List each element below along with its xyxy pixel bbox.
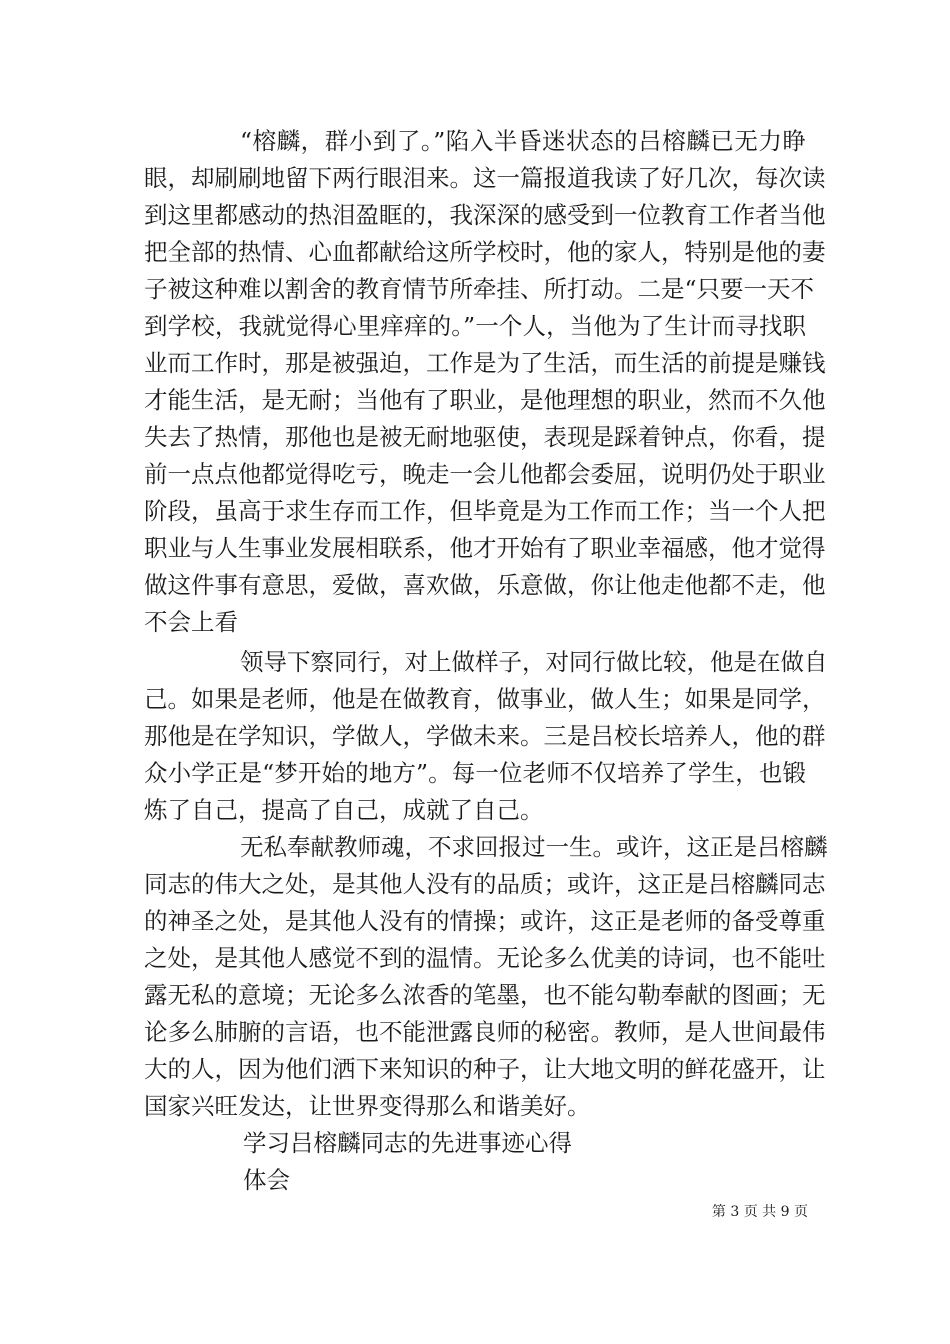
paragraph-line: 那他是在学知识，学做人，学做未来。三是吕校长培养人，他的群: [144, 722, 826, 750]
paragraph-line: 前一点点他都觉得吃亏，晚走一会儿他都会委屈，说明仍处于职业: [144, 460, 826, 488]
paragraph-line: 领导下察同行，对上做样子，对同行做比较，他是在做自: [240, 648, 828, 676]
paragraph-line: 业而工作时，那是被强迫，工作是为了生活，而生活的前提是赚钱: [144, 349, 826, 377]
paragraph-line: 眼，却刷刷地留下两行眼泪来。这一篇报道我读了好几次，每次读: [144, 164, 826, 192]
paragraph-line: 炼了自己，提高了自己，成就了自己。: [144, 796, 544, 824]
paragraph-line: 子被这种难以割舍的教育情节所牵挂、所打动。二是“只要一天不: [144, 275, 815, 303]
paragraph-line: 不会上看: [144, 608, 238, 636]
paragraph-line: 才能生活，是无耐；当他有了职业，是他理想的职业，然而不久他: [144, 386, 826, 414]
paragraph-line: 做这件事有意思，爱做，喜欢做，乐意做，你让他走他都不走，他: [144, 571, 826, 599]
paragraph-line: 之处，是其他人感觉不到的温情。无论多么优美的诗词，也不能吐: [144, 944, 826, 972]
paragraph-line: 己。如果是老师，他是在做教育，做事业，做人生；如果是同学，: [144, 685, 826, 713]
paragraph-line: 阶段，虽高于求生存而工作，但毕竟是为工作而工作；当一个人把: [144, 497, 826, 525]
paragraph-line: 大的人，因为他们洒下来知识的种子，让大地文明的鲜花盛开，让: [144, 1055, 826, 1083]
paragraph-line: 同志的伟大之处，是其他人没有的品质；或许，这正是吕榕麟同志: [144, 870, 826, 898]
paragraph-line: 的神圣之处，是其他人没有的情操；或许，这正是老师的备受尊重: [144, 907, 826, 935]
paragraph-line: 众小学正是“梦开始的地方”。每一位老师不仅培养了学生，也锻: [144, 759, 806, 787]
paragraph-line: 无私奉献教师魂，不求回报过一生。或许，这正是吕榕麟: [240, 833, 828, 861]
paragraph-line: 到学校，我就觉得心里痒痒的。”一个人，当他为了生计而寻找职: [144, 312, 806, 340]
paragraph-line: 露无私的意境；无论多么浓香的笔墨，也不能勾勒奉献的图画；无: [144, 981, 826, 1009]
paragraph-line: 国家兴旺发达，让世界变得那么和谐美好。: [144, 1092, 591, 1120]
paragraph-line: 论多么肺腑的言语，也不能泄露良师的秘密。教师，是人世间最伟: [144, 1018, 826, 1046]
paragraph-line: 把全部的热情、心血都献给这所学校时，他的家人，特别是他的妻: [144, 238, 826, 266]
page-number: 第 3 页 共 9 页: [711, 1204, 808, 1220]
document-title-line: 体会: [243, 1166, 290, 1194]
paragraph-line: “榕麟，群小到了。”陷入半昏迷状态的吕榕麟已无力睁: [240, 127, 806, 155]
document-title-line: 学习吕榕麟同志的先进事迹心得: [243, 1129, 572, 1157]
paragraph-line: 职业与人生事业发展相联系，他才开始有了职业幸福感，他才觉得: [144, 534, 826, 562]
paragraph-line: 到这里都感动的热泪盈眶的，我深深的感受到一位教育工作者当他: [144, 201, 826, 229]
paragraph-line: 失去了热情，那他也是被无耐地驱使，表现是踩着钟点，你看，提: [144, 423, 826, 451]
